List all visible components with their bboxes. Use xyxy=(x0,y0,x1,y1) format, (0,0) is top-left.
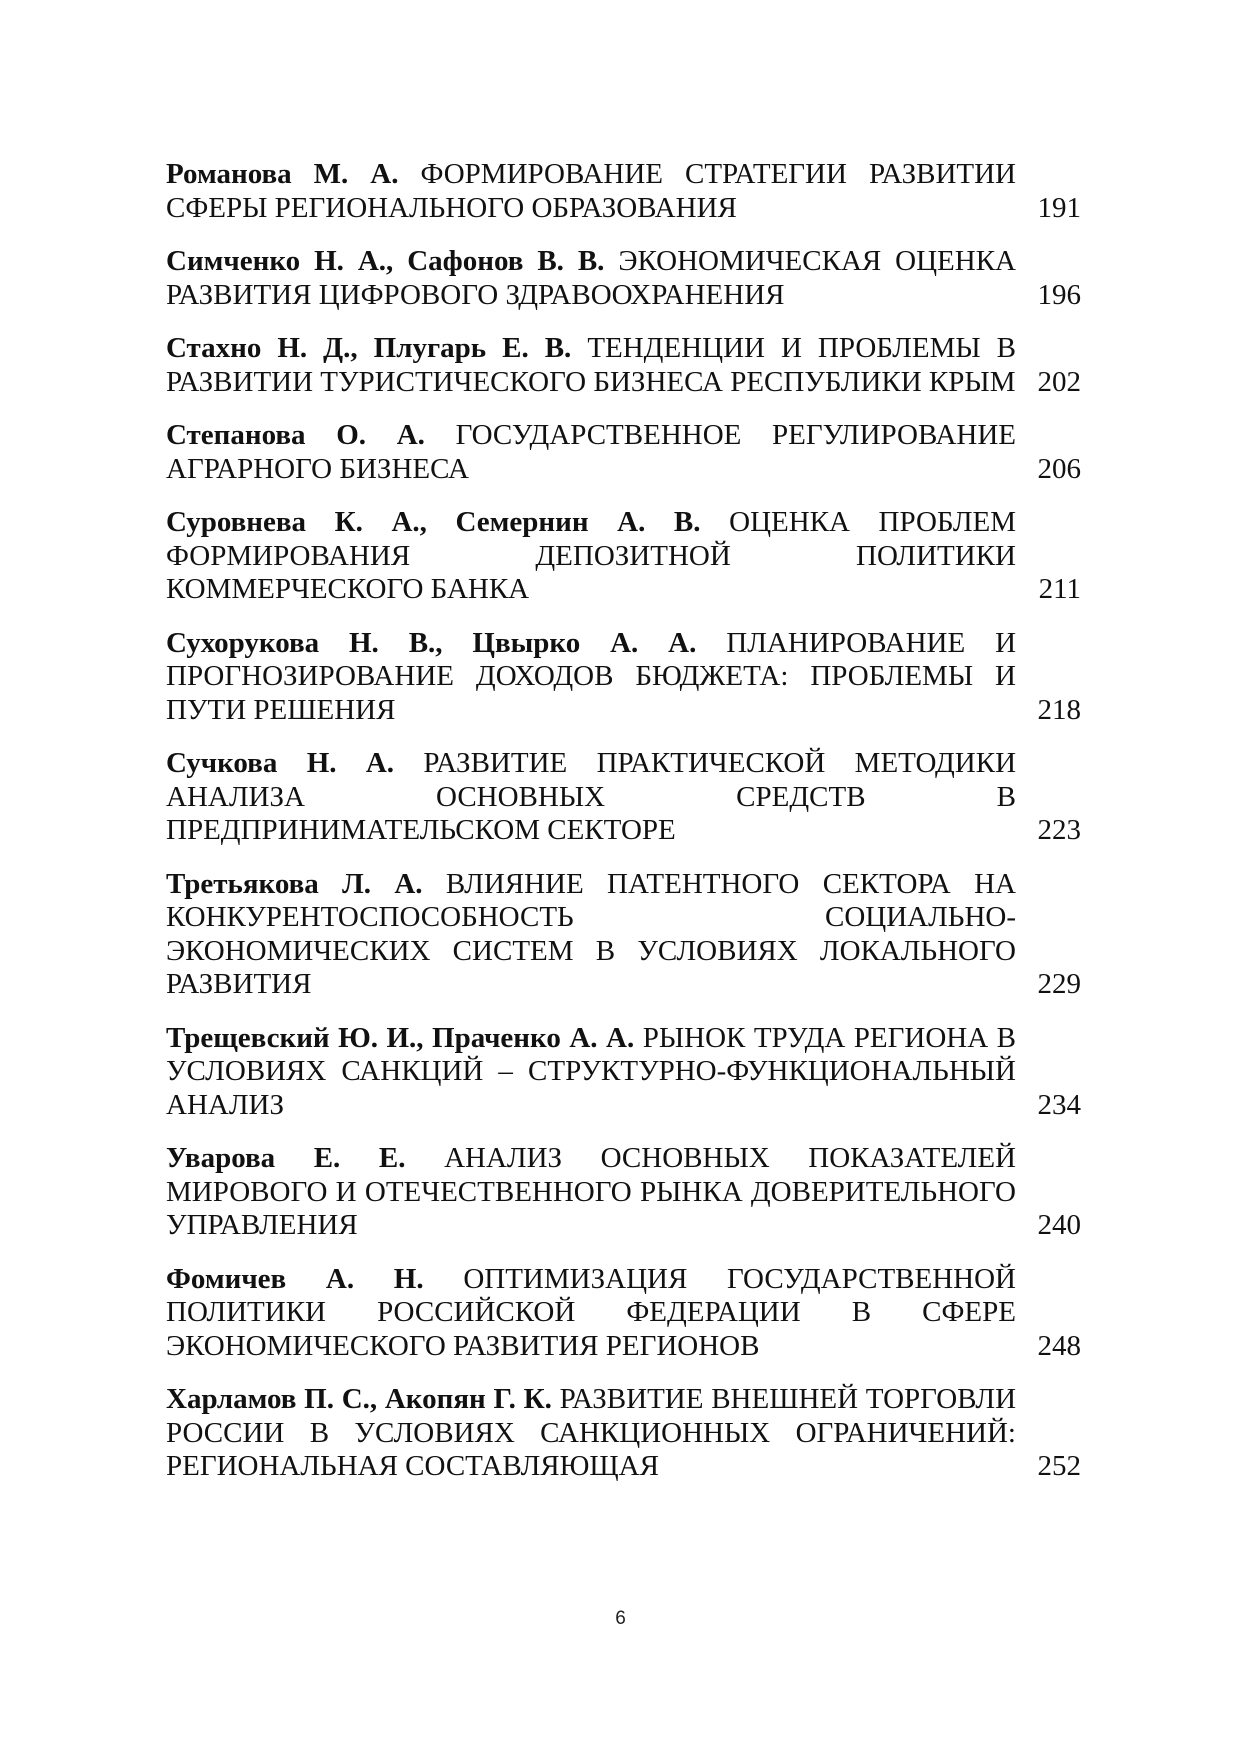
toc-page-number: 196 xyxy=(1037,278,1081,311)
toc-page-number: 240 xyxy=(1037,1209,1081,1241)
toc-entry-text xyxy=(166,332,1016,399)
toc-page-number: 218 xyxy=(1037,693,1081,726)
toc-page-number: 248 xyxy=(1037,1329,1081,1362)
toc-entry-text xyxy=(166,419,1016,486)
toc-title: РЫНОК ТРУДА РЕГИОНА В УСЛОВИЯХ САНКЦИЙ – СТРУКТУРНО-ФУНКЦИОНАЛЬНЫЙ АНАЛИЗ xyxy=(166,1021,1016,1121)
toc-entry-text xyxy=(166,747,1016,848)
toc-page-number: 229 xyxy=(1037,968,1081,1000)
toc-page-number: 202 xyxy=(1037,365,1081,398)
toc-entry xyxy=(166,747,1081,848)
toc-title: ВЛИЯНИЕ ПАТЕНТНОГО СЕКТОРА НА КОНКУРЕНТОСПОСОБНОСТЬ СОЦИАЛЬНО-ЭКОНОМИЧЕСКИХ СИСТЕМ В УСЛОВИЯХ ЛОКАЛЬНОГО РАЗВИТИЯ xyxy=(166,867,1016,1000)
toc-authors: Харламов П. С., Акопян Г. К. xyxy=(166,1383,552,1415)
toc-entry xyxy=(166,1383,1081,1484)
toc-authors: Уварова Е. Е. xyxy=(166,1142,406,1174)
toc-authors: Сучкова Н. А. xyxy=(166,747,395,779)
toc-entry xyxy=(166,1263,1081,1364)
toc-authors: Степанова О. А. xyxy=(166,419,425,451)
toc-title: ЭКОНОМИЧЕСКАЯ ОЦЕНКА РАЗВИТИЯ ЦИФРОВОГО ЗДРАВООХРАНЕНИЯ xyxy=(166,245,1016,311)
toc-entry xyxy=(166,1142,1081,1243)
toc-entry xyxy=(166,419,1081,486)
toc-title: ОПТИМИЗАЦИЯ ГОСУДАРСТВЕННОЙ ПОЛИТИКИ РОССИЙСКОЙ ФЕДЕРАЦИИ В СФЕРЕ ЭКОНОМИЧЕСКОГО РАЗВИТИЯ РЕГИОНОВ xyxy=(166,1262,1016,1362)
toc-authors: Симченко Н. А., Сафонов В. В. xyxy=(166,245,605,277)
toc-title: ПЛАНИРОВАНИЕ И ПРОГНОЗИРОВАНИЕ ДОХОДОВ БЮДЖЕТА: ПРОБЛЕМЫ И ПУТИ РЕШЕНИЯ xyxy=(166,626,1017,726)
toc-title: ОЦЕНКА ПРОБЛЕМ ФОРМИРОВАНИЯ ДЕПОЗИТНОЙ ПОЛИТИКИ КОММЕРЧЕСКОГО БАНКА xyxy=(166,506,1017,605)
toc-entry-text xyxy=(166,1263,1016,1364)
toc-entry-text xyxy=(166,1142,1016,1243)
toc-title: АНАЛИЗ ОСНОВНЫХ ПОКАЗАТЕЛЕЙ МИРОВОГО И ОТЕЧЕСТВЕННОГО РЫНКА ДОВЕРИТЕЛЬНОГО УПРАВЛЕНИЯ xyxy=(166,1142,1016,1241)
table-of-contents xyxy=(166,158,1081,1504)
toc-entry-text xyxy=(166,627,1016,728)
toc-title: ТЕНДЕНЦИИ И ПРОБЛЕМЫ В РАЗВИТИИ ТУРИСТИЧЕСКОГО БИЗНЕСА РЕСПУБЛИКИ КРЫМ xyxy=(166,332,1017,398)
toc-page-number: 211 xyxy=(1038,573,1081,605)
toc-entry-text xyxy=(166,868,1016,1002)
toc-entry xyxy=(166,627,1081,728)
toc-entry-text xyxy=(166,1383,1016,1484)
page-number-footer: 6 xyxy=(615,1608,626,1629)
toc-title: РАЗВИТИЕ ПРАКТИЧЕСКОЙ МЕТОДИКИ АНАЛИЗА ОСНОВНЫХ СРЕДСТВ В ПРЕДПРИНИМАТЕЛЬСКОМ СЕКТОРЕ xyxy=(166,747,1017,846)
toc-entry-text xyxy=(166,1022,1016,1123)
toc-authors: Суровнева К. А., Семернин А. В. xyxy=(166,506,701,538)
toc-authors: Третьякова Л. А. xyxy=(166,867,423,900)
toc-entry xyxy=(166,506,1081,607)
toc-authors: Сухорукова Н. В., Цвырко А. А. xyxy=(166,626,697,659)
toc-authors: Романова М. А. xyxy=(166,158,399,190)
toc-authors: Трещевский Ю. И., Праченко А. А. xyxy=(166,1021,635,1054)
toc-title: ГОСУДАРСТВЕННОЕ РЕГУЛИРОВАНИЕ АГРАРНОГО БИЗНЕСА xyxy=(166,419,1017,485)
toc-entry xyxy=(166,868,1081,1002)
toc-page-number: 234 xyxy=(1037,1088,1081,1121)
toc-authors: Фомичев А. Н. xyxy=(166,1262,424,1295)
toc-title: ФОРМИРОВАНИЕ СТРАТЕГИИ РАЗВИТИИ СФЕРЫ РЕГИОНАЛЬНОГО ОБРАЗОВАНИЯ xyxy=(166,158,1016,224)
toc-entry xyxy=(166,1022,1081,1123)
toc-entry xyxy=(166,245,1081,312)
toc-entry xyxy=(166,332,1081,399)
toc-entry-text xyxy=(166,245,1016,312)
toc-title: РАЗВИТИЕ ВНЕШНЕЙ ТОРГОВЛИ РОССИИ В УСЛОВИЯХ САНКЦИОННЫХ ОГРАНИЧЕНИЙ: РЕГИОНАЛЬНАЯ СОСТАВЛЯЮЩАЯ xyxy=(166,1383,1017,1482)
toc-entry xyxy=(166,158,1081,225)
toc-page-number: 206 xyxy=(1037,452,1081,485)
toc-entry-text xyxy=(166,506,1016,607)
toc-page-number: 252 xyxy=(1037,1450,1081,1482)
toc-page-number: 191 xyxy=(1037,191,1081,224)
toc-entry-text xyxy=(166,158,1016,225)
toc-page-number: 223 xyxy=(1037,814,1081,846)
toc-authors: Стахно Н. Д., Плугарь Е. В. xyxy=(166,332,572,364)
